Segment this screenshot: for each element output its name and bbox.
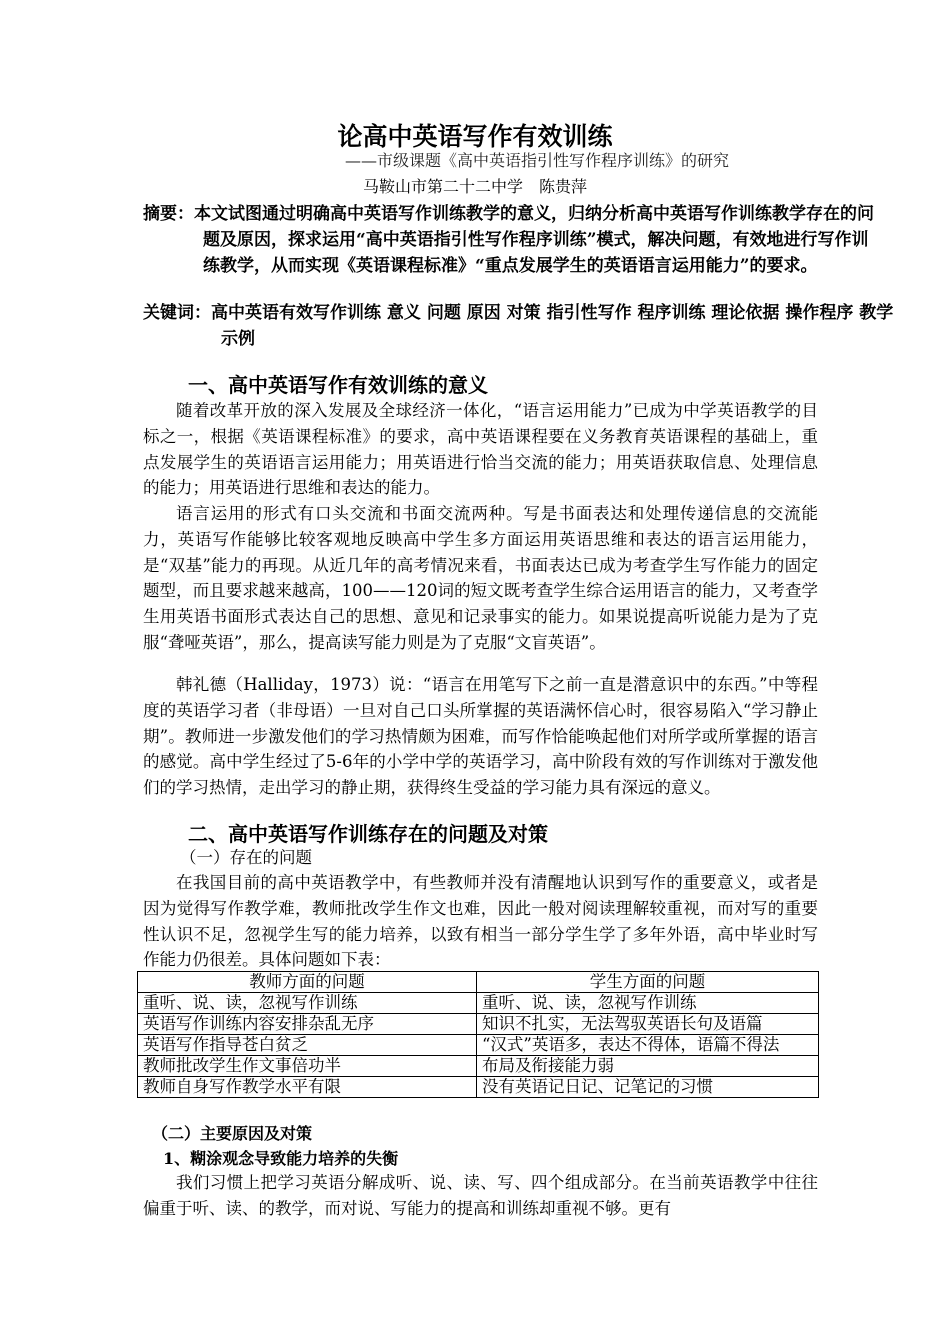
table-cell: 重听、说、读，忽视写作训练: [477, 993, 819, 1014]
table-row: [138, 1056, 819, 1077]
table-row: [138, 993, 819, 1014]
table-row: [138, 1035, 819, 1056]
section1-paragraph-2: 语言运用的形式有口头交流和书面交流两种。写是书面表达和处理传递信息的交流能力，英语写作能够比较客观地反映高中学生多方面运用英语思维和表达的语言运用能力，是“双基”能力的再现。从近几年的高考情况来看，书面表达已成为考查学生写作能力的固定题型，而且要求越来越高，100——120词的短文既考查学生综合运用语言的能力，又考查学生用英语书面形式表达自己的思想、意见和记录事实的能力。如果说提高听说能力是为了克服“聋哑英语”，那么，提高读写能力则是为了克服“文盲英语”。: [143, 504, 818, 652]
table-header-cell: 教师方面的问题: [138, 972, 477, 993]
document-subtitle: ——市级课题《高中英语指引性写作程序训练》的研究: [345, 151, 730, 170]
section1-heading: 一、高中英语写作有效训练的意义: [188, 373, 488, 397]
section2-subheading-1: （一）存在的问题: [180, 848, 312, 867]
section2-paragraph-1: 在我国目前的高中英语教学中，有些教师并没有清醒地认识到写作的重要意义，或者是因为觉得写作教学难，教师批改学生作文也难，因此一般对阅读理解较重视，而对写的重要性认识不足，忽视学生写的能力培养，以致有相当一部分学生学了多年外语，高中毕业时写作能力仍很差。具体问题如下表：: [143, 873, 818, 970]
table-cell: 教师批改学生作文事倍功半: [138, 1056, 477, 1077]
table-cell: 英语写作训练内容安排杂乱无序: [138, 1014, 477, 1035]
table-cell: 没有英语记日记、记笔记的习惯: [477, 1077, 819, 1098]
section2-point-1-heading: 1、糊涂观念导致能力培养的失衡: [163, 1149, 399, 1168]
table-header-cell: 学生方面的问题: [477, 972, 819, 993]
table-cell: “汉式”英语多，表达不得体，语篇不得法: [477, 1035, 819, 1056]
issues-table: [137, 971, 819, 1098]
table-cell: 重听、说、读，忽视写作训练: [138, 993, 477, 1014]
table-header-row: [138, 972, 819, 993]
table-cell: 知识不扎实，无法驾驭英语长句及语篇: [477, 1014, 819, 1035]
section1-paragraph-3: 韩礼德（Halliday，1973）说：“语言在用笔写下之前一直是潜意识中的东西。”中等程度的英语学习者（非母语）一旦对自己口头所掌握的英语满怀信心时，很容易陷入“学习静止期”。教师进一步激发他们的学习热情颇为困难，而写作恰能唤起他们对所学或所掌握的语言的感觉。高中学生经过了5-6年的小学中学的英语学习，高中阶段有效的写作训练对于激发他们的学习热情，走出学习的静止期，获得终生受益的学习能力具有深远的意义。: [143, 675, 818, 798]
section2-heading: 二、高中英语写作训练存在的问题及对策: [188, 822, 548, 846]
table-row: [138, 1014, 819, 1035]
table-row: [138, 1077, 819, 1098]
document-author: 马鞍山市第二十二中学 陈贵萍: [362, 177, 587, 196]
document-title: 论高中英语写作有效训练: [337, 122, 613, 151]
section2-subheading-2: （二）主要原因及对策: [152, 1124, 313, 1143]
table-cell: 教师自身写作教学水平有限: [138, 1077, 477, 1098]
abstract-paragraph: 摘要：本文试图通过明确高中英语写作训练教学的意义，归纳分析高中英语写作训练教学存在的问题及原因，探求运用“高中英语指引性写作程序训练”模式，解决问题，有效地进行写作训练教学，从而实现《英语课程标准》“重点发展学生的英语语言运用能力”的要求。: [143, 204, 874, 276]
section1-paragraph-1: 随着改革开放的深入发展及全球经济一体化，“语言运用能力”已成为中学英语教学的目标之一，根据《英语课程标准》的要求，高中英语课程要在义务教育英语课程的基础上，重点发展学生的英语语言运用能力；用英语进行恰当交流的能力；用英语获取信息、处理信息的能力；用英语进行思维和表达的能力。: [143, 401, 818, 498]
keywords-paragraph: 关键词：高中英语有效写作训练 意义 问题 原因 对策 指引性写作 程序训练 理论依据 操作程序 教学示例: [143, 303, 894, 349]
table-cell: 英语写作指导苍白贫乏: [138, 1035, 477, 1056]
table-cell: 布局及衔接能力弱: [477, 1056, 819, 1077]
section2-paragraph-2: 我们习惯上把学习英语分解成听、说、读、写、四个组成部分。在当前英语教学中往往偏重于听、读、的教学，而对说、写能力的提高和训练却重视不够。更有: [143, 1173, 818, 1218]
